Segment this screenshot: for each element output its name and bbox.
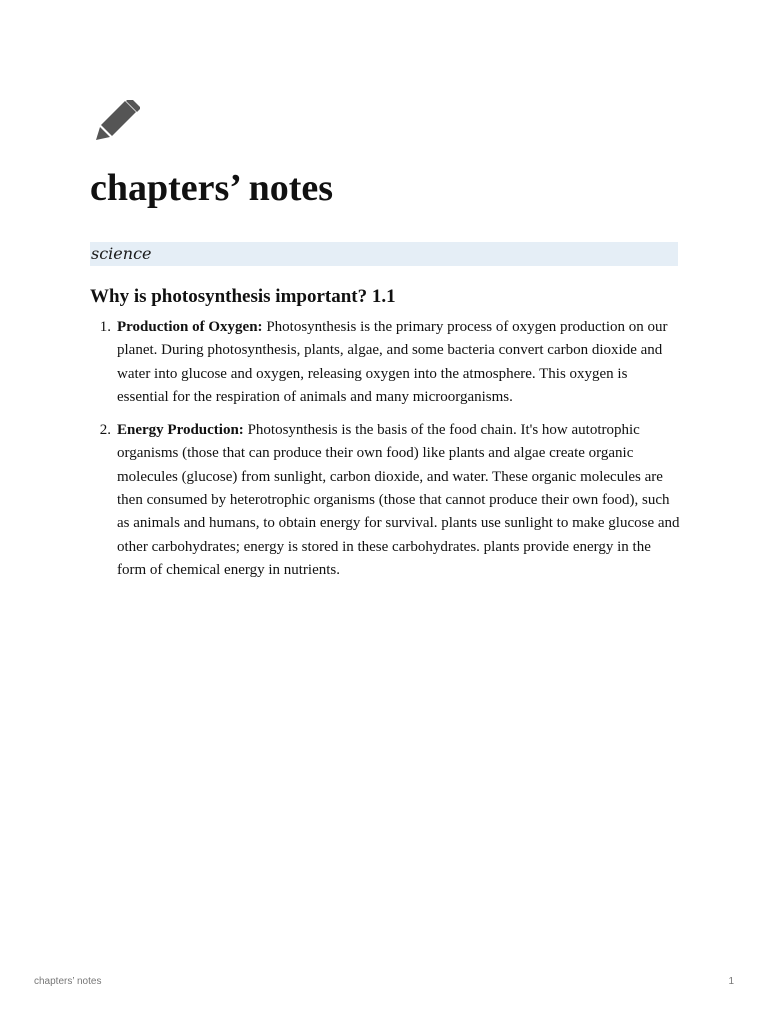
list-item-text: Photosynthesis is the primary process of oxygen production on our planet. During photosynthesis, plants, algae, and some bacteria convert carbon dioxide and water into glucose and oxygen, releasing oxygen into the atmosphere. This oxygen is essential for the respiration of animals and many microorganisms. — [117, 319, 668, 405]
footer-page-number: 1 — [728, 976, 734, 987]
list-item-number: 1. — [99, 319, 111, 335]
page-title: chapters’ notes — [90, 167, 334, 209]
list-item — [90, 419, 680, 582]
notes-list — [90, 316, 680, 592]
footer-title: chapters’ notes — [34, 976, 102, 987]
tag-label: science — [91, 244, 152, 263]
list-item — [90, 316, 680, 409]
list-item-term: Energy Production: — [117, 422, 244, 439]
pencil-icon — [96, 100, 140, 144]
tag-row — [90, 242, 678, 266]
list-item-number: 2. — [99, 422, 111, 439]
list-item-term: Production of Oxygen: — [117, 319, 263, 335]
list-item-text: Photosynthesis is the basis of the food chain. It's how autotrophic organisms (those that can produce their own food) like plants and algae create organic molecules (glucose) from sunlight, carbon dioxide, and water. These organic molecules are then consumed by heterotrophic organisms (those that cannot produce their own food), such as animals and humans, to obtain energy for survival. plants use sunlight to make glucose and other carbohydrates; energy is stored in these carbohydrates. plants provide energy in the form of chemical energy in nutrients. — [117, 422, 680, 578]
section-heading: Why is photosynthesis important? 1.1 — [90, 286, 396, 307]
